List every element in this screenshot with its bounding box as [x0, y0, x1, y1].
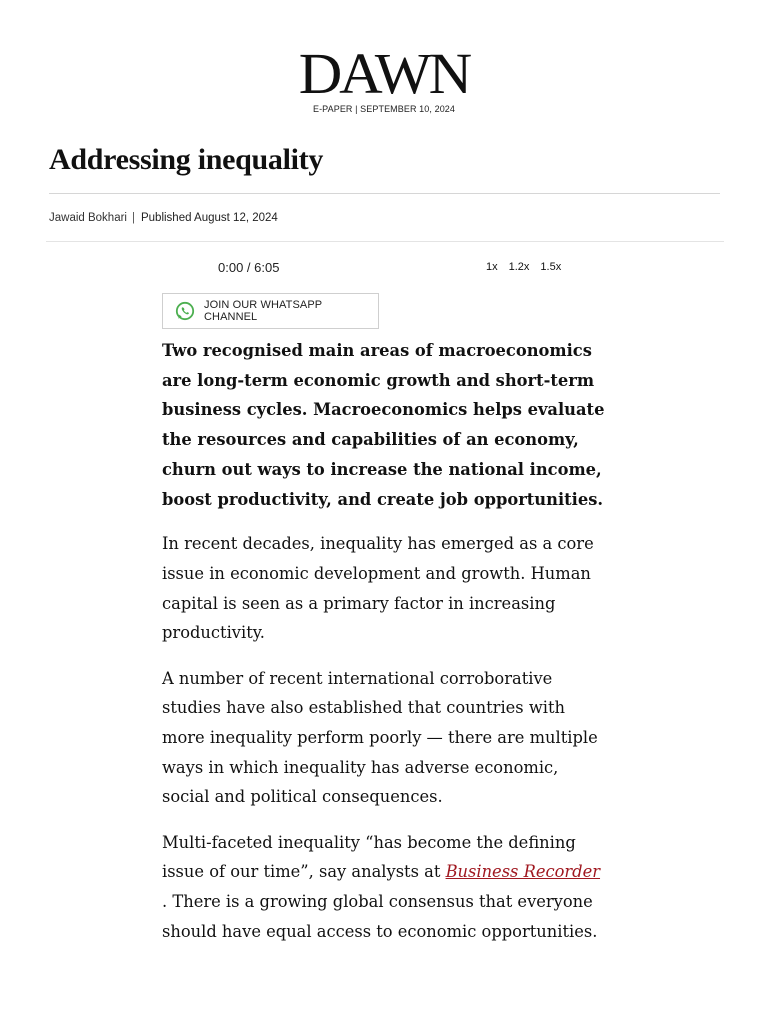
author-link[interactable]: Jawaid Bokhari — [49, 212, 127, 224]
published-date: Published August 12, 2024 — [140, 212, 278, 224]
audio-player — [200, 256, 580, 278]
audio-time: 0:00 / 6:05 — [218, 259, 280, 275]
speed-1-5x-button[interactable]: 1.5x — [540, 261, 562, 273]
byline-separator: | — [131, 212, 135, 224]
dawn-logo[interactable]: DAWN — [298, 41, 470, 106]
title-divider — [49, 193, 720, 194]
edition-date: E-PAPER | SEPTEMBER 10, 2024 — [312, 104, 456, 114]
whatsapp-icon — [175, 301, 195, 321]
article-body — [162, 336, 607, 962]
playback-speed-options — [486, 261, 561, 273]
article-title: Addressing inequality — [49, 143, 324, 176]
join-whatsapp-channel-button[interactable] — [162, 293, 379, 329]
business-recorder-link[interactable]: Business Recorder — [445, 862, 601, 882]
byline — [49, 211, 278, 225]
masthead — [0, 41, 768, 114]
whatsapp-button-label: JOIN OUR WHATSAPP CHANNEL — [204, 299, 323, 323]
speed-1x-button[interactable]: 1x — [486, 261, 498, 273]
byline-divider — [46, 241, 724, 242]
paragraph-text: . There is a growing global consensus that everyone should have equal access to economic opportunities. — [162, 891, 598, 941]
article-paragraph — [162, 828, 607, 947]
paragraph-text: Multi-faceted inequality “has become the defining issue of our time”, say analysts at — [162, 832, 576, 882]
article-paragraph: In recent decades, inequality has emerged as a core issue in economic development and growth. Human capital is seen as a primary factor in increasing productivity. — [162, 534, 594, 643]
speed-1-2x-button[interactable]: 1.2x — [508, 261, 530, 273]
article-paragraph: A number of recent international corroborative studies have also established that countries with more inequality perform poorly — there are multiple ways in which inequality has adverse economic, social and political consequences. — [162, 668, 598, 807]
article-lead-paragraph: Two recognised main areas of macroeconomics are long-term economic growth and short-term business cycles. Macroeconomics helps evaluate the resources and capabilities of an economy, churn out ways to increase the national income, boost productivity, and create job opportunities. — [162, 341, 605, 509]
